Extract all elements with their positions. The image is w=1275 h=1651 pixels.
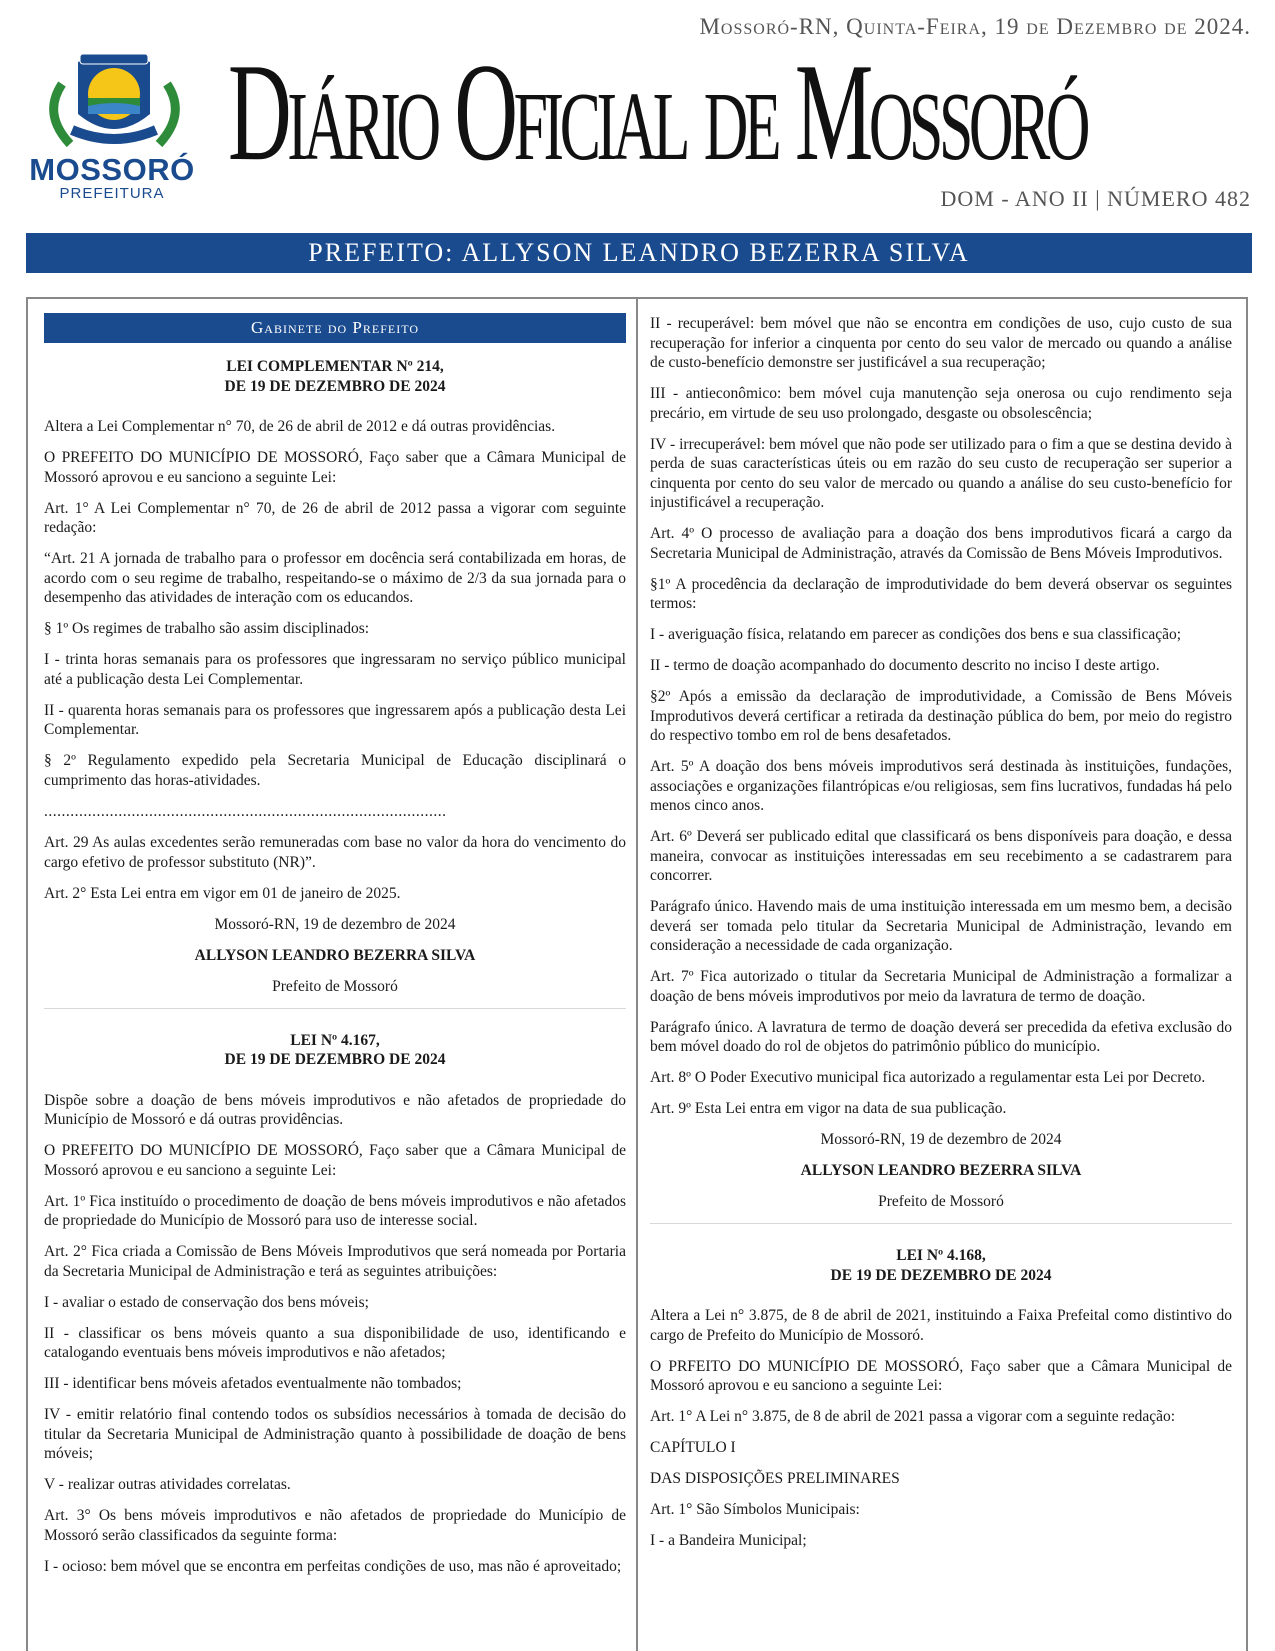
law-paragraph: Art. 2° Fica criada a Comissão de Bens Móveis Improdutivos que será nomeada por Portaria da Secretaria Municipal de Administração e terá as seguintes atribuições:: [44, 1243, 626, 1280]
law-paragraph: O PRFEITO DO MUNICÍPIO DE MOSSORÓ, Faço saber que a Câmara Municipal de Mossoró aprovou e eu sanciono a seguinte Lei:: [650, 1357, 1232, 1394]
law-paragraph: Art. 7º Fica autorizado o titular da Secretaria Municipal de Administração a formalizar a doação de bens móveis improdutivos por meio da lavratura de termo de doação.: [650, 968, 1232, 1005]
law-paragraph: Art. 8º O Poder Executivo municipal fica autorizado a regulamentar esta Lei por Decreto.: [650, 1069, 1206, 1086]
law-paragraph: III - identificar bens móveis afetados eventualmente não tombados;: [44, 1375, 462, 1392]
law-paragraph: §2º Após a emissão da declaração de improdutividade, a Comissão de Bens Móveis Improdutivos deverá certificar a retirada da destinação pública do bem, por meio do registro do respectivo tombo em rol de bens desafetados.: [650, 688, 1232, 744]
law-paragraph: Art. 29 As aulas excedentes serão remuneradas com base no valor da hora do vencimento do cargo efetivo de professor substituto (NR)”.: [44, 834, 626, 871]
left-column: [44, 313, 626, 1588]
law-paragraph: §1º A procedência da declaração de improdutividade do bem deverá observar os seguintes termos:: [650, 575, 1232, 612]
mayor-banner: PREFEITO: ALLYSON LEANDRO BEZERRA SILVA: [26, 233, 1252, 273]
law-paragraph: Parágrafo único. A lavratura de termo de doação deverá ser precedida da efetiva exclusão do bem móvel doado do rol de objetos do patrimônio público do município.: [650, 1018, 1232, 1055]
law-title: LEI COMPLEMENTAR Nº 214, DE 19 DE DEZEMBRO DE 2024: [224, 358, 446, 395]
law-paragraph: Art. 1º Fica instituído o procedimento de doação de bens móveis improdutivos e não afetados de propriedade do Município de Mossoró para uso de interesse social.: [44, 1192, 626, 1229]
law-title: LEI Nº 4.168, DE 19 DE DEZEMBRO DE 2024: [830, 1247, 1052, 1284]
law-paragraph: I - avaliar o estado de conservação dos bens móveis;: [44, 1293, 369, 1311]
law-paragraph: Art. 3° Os bens móveis improdutivos e não afetados de propriedade do Município de Mossoró serão classificados da seguinte forma:: [44, 1507, 626, 1544]
chapter-subheading: DAS DISPOSIÇÕES PRELIMINARES: [650, 1470, 900, 1487]
signer-name: ALLYSON LEANDRO BEZERRA SILVA: [194, 946, 476, 964]
newspaper-masthead: Diário Oficial de Mossoró: [228, 35, 1087, 190]
place-date: Mossoró-RN, 19 de dezembro de 2024: [214, 915, 456, 933]
law-paragraph: Parágrafo único. Havendo mais de uma instituição interessada em um mesmo bem, a decisão deverá ser tomada pelo titular da Secretaria Municipal de Administração, levando em consideração a necessidade de cada organização.: [650, 898, 1232, 954]
law-paragraph: I - ocioso: bem móvel que se encontra em perfeitas condições de uso, mas não é aproveitado;: [44, 1557, 622, 1575]
law-title: LEI Nº 4.167, DE 19 DE DEZEMBRO DE 2024: [224, 1031, 446, 1068]
section-title: Gabinete do Prefeito: [44, 313, 626, 343]
chapter-heading: CAPÍTULO I: [650, 1439, 736, 1456]
dateline: Mossoró-RN, Quinta-Feira, 19 de Dezembro de 2024.: [699, 14, 1251, 39]
law-paragraph: I - trinta horas semanais para os professores que ingressaram no serviço público municipal até a publicação desta Lei Complementar.: [44, 651, 626, 688]
law-paragraph: II - quarenta horas semanais para os professores que ingressarem após a publicação desta Lei Complementar.: [44, 701, 626, 738]
law-paragraph: II - termo de doação acompanhado do documento descrito no inciso I deste artigo.: [650, 657, 1160, 674]
law-paragraph: Altera a Lei n° 3.875, de 8 de abril de 2021, instituindo a Faixa Prefeital como distintivo do cargo de Prefeito do Município de Mossoró.: [650, 1307, 1232, 1344]
law-paragraph: Art. 1° A Lei n° 3.875, de 8 de abril de 2021 passa a vigorar com a seguinte redação:: [650, 1408, 1176, 1425]
column-divider: [636, 297, 638, 1651]
law-paragraph: Altera a Lei Complementar n° 70, de 26 de abril de 2012 e dá outras providências.: [44, 418, 556, 435]
law-paragraph: Art. 5º A doação dos bens móveis improdutivos será destinada às instituições, fundações, associações e organizações filantrópicas e/ou religiosas, sem fins lucrativos, fundadas há pelo menos cinco anos.: [650, 758, 1232, 814]
law-separator: [650, 1223, 1232, 1224]
law-paragraph: Art. 4º O processo de avaliação para a doação dos bens improdutivos ficará a cargo da Secretaria Municipal de Administração, através da Comissão de Bens Móveis Improdutivos.: [650, 525, 1232, 562]
law-paragraph: § 1º Os regimes de trabalho são assim disciplinados:: [44, 620, 370, 637]
law-separator: [44, 1008, 626, 1009]
law-paragraph: IV - emitir relatório final contendo todos os subsídios necessários à tomada de decisão do titular da Secretaria Municipal de Administração quanto à possibilidade de doação de bens móveis;: [44, 1406, 626, 1462]
law-paragraph: I - a Bandeira Municipal;: [650, 1532, 807, 1549]
place-date: Mossoró-RN, 19 de dezembro de 2024: [820, 1131, 1062, 1148]
law-paragraph: II - recuperável: bem móvel que não se encontra em condições de uso, cujo custo de sua recuperação for inferior a cinquenta por cento do seu valor de mercado ou quando a análise de custo-benefício demonstre ser justificável a sua recuperação;: [650, 315, 1232, 371]
page-header: [0, 0, 1275, 230]
omission-dots: ............................................................................................: [44, 802, 447, 820]
signer-name: ALLYSON LEANDRO BEZERRA SILVA: [800, 1162, 1082, 1179]
law-paragraph: Art. 9º Esta Lei entra em vigor na data de sua publicação.: [650, 1100, 1007, 1117]
law-paragraph: V - realizar outras atividades correlatas.: [44, 1476, 291, 1493]
edition-number: DOM - ANO II | NÚMERO 482: [940, 186, 1251, 211]
law-paragraph: II - classificar os bens móveis quanto a sua disponibilidade de uso, identificando e catalogando eventuais bens móveis improdutivos e não afetados;: [44, 1324, 626, 1361]
law-paragraph: Art. 1° São Símbolos Municipais:: [650, 1501, 860, 1518]
law-paragraph: Art. 1° A Lei Complementar n° 70, de 26 de abril de 2012 passa a vigorar com seguinte redação:: [44, 499, 626, 536]
city-name: MOSSORÓ: [29, 152, 195, 187]
law-paragraph: O PREFEITO DO MUNICÍPIO DE MOSSORÓ, Faço saber que a Câmara Municipal de Mossoró aprovou e eu sanciono a seguinte Lei:: [44, 449, 626, 486]
law-paragraph: Dispõe sobre a doação de bens móveis improdutivos e não afetados de propriedade do Município de Mossoró e dá outras providências.: [44, 1091, 626, 1128]
city-subtitle: PREFEITURA: [59, 185, 165, 202]
right-column: [650, 314, 1232, 1562]
law-paragraph: III - antieconômico: bem móvel cuja manutenção seja onerosa ou cujo rendimento seja precário, em virtude de seu uso prolongado, desgaste ou obsolescência;: [650, 385, 1232, 422]
law-paragraph: § 2º Regulamento expedido pela Secretaria Municipal de Educação disciplinará o cumprimento das horas-atividades.: [44, 752, 626, 789]
law-paragraph: Art. 2° Esta Lei entra em vigor em 01 de janeiro de 2025.: [44, 884, 401, 902]
law-paragraph: I - averiguação física, relatando em parecer as condições dos bens e sua classificação;: [650, 626, 1182, 643]
law-paragraph: Art. 6º Deverá ser publicado edital que classificará os bens disponíveis para doação, e dessa maneira, convocar as instituições interessadas em seu recebimento a se cadastrarem para concorrer.: [650, 828, 1232, 884]
signer-role: Prefeito de Mossoró: [272, 977, 398, 995]
law-paragraph: IV - irrecuperável: bem móvel que não pode ser utilizado para o fim a que se destina devido à perda de suas características úteis ou em razão do seu custo de recuperação ser superior a cinquenta por cento do seu valor de mercado ou quando a análise do seu custo-benefício for injustificável a recuperação.: [650, 435, 1232, 511]
signer-role: Prefeito de Mossoró: [878, 1193, 1004, 1210]
law-paragraph: “Art. 21 A jornada de trabalho para o professor em docência será contabilizada em horas, de acordo com o seu regime de trabalho, respeitando-se o máximo de 2/3 da sua jornada para o desempenho das atividades de interação com os educandos.: [44, 550, 626, 606]
law-paragraph: O PREFEITO DO MUNICÍPIO DE MOSSORÓ, Faço saber que a Câmara Municipal de Mossoró aprovou e eu sanciono a seguinte Lei:: [44, 1142, 626, 1179]
